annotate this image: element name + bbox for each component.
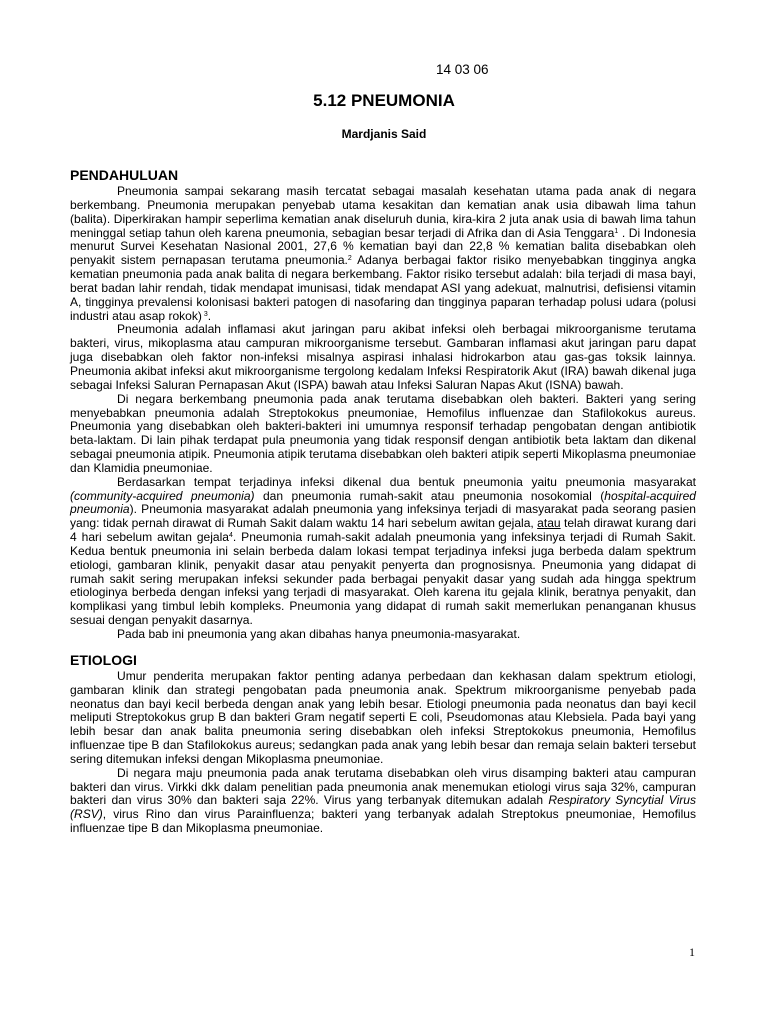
author-name: Mardjanis Said [341,127,427,141]
paragraph-text: Di negara maju pneumonia pada anak terutama disebabkan oleh virus disamping bakteri atau campuran bakteri dan virus. Virkki dkk dalam penelitian pada pneumonia anak menemukan etiologi virus saja 32%, campuran bakteri dan virus 30% dan bakteri saja 22%. Virus yang terbanyak ditemukan adalah [70,765,696,808]
footnote-ref: 3 [201,310,208,318]
italic-term: hospital-acquired pneumonia [70,488,696,517]
paragraph-text: dan pneumonia rumah-sakit atau pneumonia nosokomial ( [254,488,605,503]
paragraph-text: . Di Indonesia menurut Survei Kesehatan Nasional 2001, 27,6 % kematian bayi dan 22,8 % kematian balita disebabkan oleh penyakit sistem pernapasan terutama pneumonia. [70,225,696,268]
section-pendahuluan [70,167,696,642]
paragraph-text: telah dirawat kurang dari 4 hari sebelum awitan gejala [70,516,696,545]
page-number: 1 [689,945,695,959]
paragraph-text: ). Pneumonia masyarakat adalah pneumonia yang infeksinya terjadi di masyarakat pada seorang pasien yang: tidak pernah dirawat di Rumah Sakit dalam waktu 14 hari sebelum awitan gejala, [70,502,696,531]
italic-term: (community-acquired pneumonia) [70,488,255,503]
paragraph [70,476,696,628]
paragraph: Di negara berkembang pneumonia pada anak terutama disebabkan oleh bakteri. Bakteri yang sering menyebabkan pneumonia adalah Streptokokus pneumoniae, Hemofilus influenzae dan Stafilokokus aureus. Pneumonia yang disebabkan oleh bakteri-bakteri ini umumnya responsif terhadap pengobatan dengan antibiotik beta-laktam. Di lain pihak terdapat pula pneumonia yang tidak responsif dengan antibiotik beta laktam dan dikenal sebagai pneumonia atipik. Pneumonia atipik terutama disebabkan oleh bakteri atipik seperti Mikoplasma pneumoniae dan Klamidia pneumoniae. [70,391,696,475]
paragraph-text: Berdasarkan tempat terjadinya infeksi dikenal dua bentuk pneumonia yaitu pneumonia masyarakat [117,474,696,489]
document-body [70,167,696,836]
footnote-ref: 2 [347,255,352,263]
paragraph-text: Adanya berbagai faktor risiko menyebabkan tingginya angka kematian pneumonia pada anak balita di negara berkembang. Faktor risiko tersebut adalah: bila terjadi di masa bayi, berat badan lahir rendah, tidak mendapat imunisasi, tidak mendapat ASI yang adekuat, malnutrisi, defisiensi vitamin A, tingginya prevalensi kolonisasi bakteri patogen di nasofaring dan tingginya paparan terhadap polusi udara (polusi industri atau asap rokok) [70,253,696,323]
paragraph [70,767,696,836]
paragraph-text: , virus Rino dan virus Parainfluenza; bakteri yang terbanyak adalah Streptokus pneumoniae, Hemofilus influenzae tipe B dan Mikoplasma pneumoniae. [70,807,696,836]
section-heading: ETIOLOGI [70,651,137,668]
paragraph: Umur penderita merupakan faktor penting adanya perbedaan dan kekhasan dalam spektrum etiologi, gambaran klinik dan strategi pengobatan pada pneumonia anak. Spektrum mikroorganisme penyebab pada neonatus dan bayi kecil berbeda dengan anak yang lebih besar. Etiologi pneumonia pada neonatus dan bayi kecil meliputi Streptokokus grup B dan bakteri Gram negatif seperti E coli, Pseudomonas atau Klebsiela. Pada bayi yang lebih besar dan anak balita pneumonia sering disebabkan oleh infeksi Streptokokus pneumonia, Hemofilus influenzae tipe B dan Stafilokokus aureus; sedangkan pada anak yang lebih besar dan remaja selain bakteri tersebut sering ditemukan infeksi dengan Mikoplasma pneumoniae. [70,668,696,766]
footnote-ref: 4 [229,532,233,540]
paragraph: Pada bab ini pneumonia yang akan dibahas hanya pneumonia-masyarakat. [117,627,521,641]
chapter-title: 5.12 PNEUMONIA [313,91,455,110]
footnote-ref: 1 [614,227,619,235]
section-etiologi [70,652,696,836]
document-date: 14 03 06 [436,62,489,77]
paragraph-text: Pneumonia sampai sekarang masih tercatat sebagai masalah kesehatan utama pada anak di negara berkembang. Pneumonia merupakan penyebab utama kesakitan dan kematian anak usia dibawah lima tahun (balita). Diperkirakan hampir seperlima kematian anak diseluruh dunia, kira-kira 2 juta anak usia di bawah lima tahun meninggal setiap tahun oleh karena pneumonia, sebagian besar terjadi di Afrika dan di Asia Tenggara [70,184,696,240]
paragraph-text: . [207,308,212,323]
paragraph-text: . Pneumonia rumah-sakit adalah pneumonia yang infeksinya terjadi di Rumah Sakit. Kedua bentuk pneumonia ini selain berbeda dalam lokasi tempat terjadinya infeksi juga berbeda dalam spektrum etiologi, gambaran klinik, penyakit dasar atau penyakit penyerta dan prognosisnya. Pneumonia yang didapat di rumah sakit sering merupakan infeksi sekunder pada berbagai penyakit dasar yang sudah ada hingga spektrum etiologinya berbeda dengan infeksi yang terjadi di masyarakat. Oleh karena itu gejala klinik, beratnya penyakit, dan komplikasi yang timbul lebih kompleks. Pneumonia yang didapat di rumah sakit memerlukan penanganan khusus sesuai dengan penyakit dasarnya. [70,530,696,628]
italic-term: Respiratory Syncytial Virus (RSV) [70,793,696,822]
paragraph: Pneumonia adalah inflamasi akut jaringan paru akibat infeksi oleh berbagai mikroorganisme terutama bakteri, virus, mikoplasma atau campuran mikroorganisme tersebut. Gambaran inflamasi akut jaringan paru dapat juga disebabkan oleh faktor non-infeksi misalnya aspirasi inhalasi hidrokarbon atau gas-gas toksik lainnya. Pneumonia akibat infeksi akut mikroorganisme tergolong kedalam Infeksi Respiratorik Akut (IRA) bawah dikenal juga sebagai Infeksi Saluran Pernapasan Akut (ISPA) bawah atau Infeksi Saluran Napas Akut (ISNA) bawah. [70,322,696,392]
underlined-word: atau [537,516,561,531]
paragraph [70,185,696,323]
section-heading: PENDAHULUAN [70,167,179,183]
